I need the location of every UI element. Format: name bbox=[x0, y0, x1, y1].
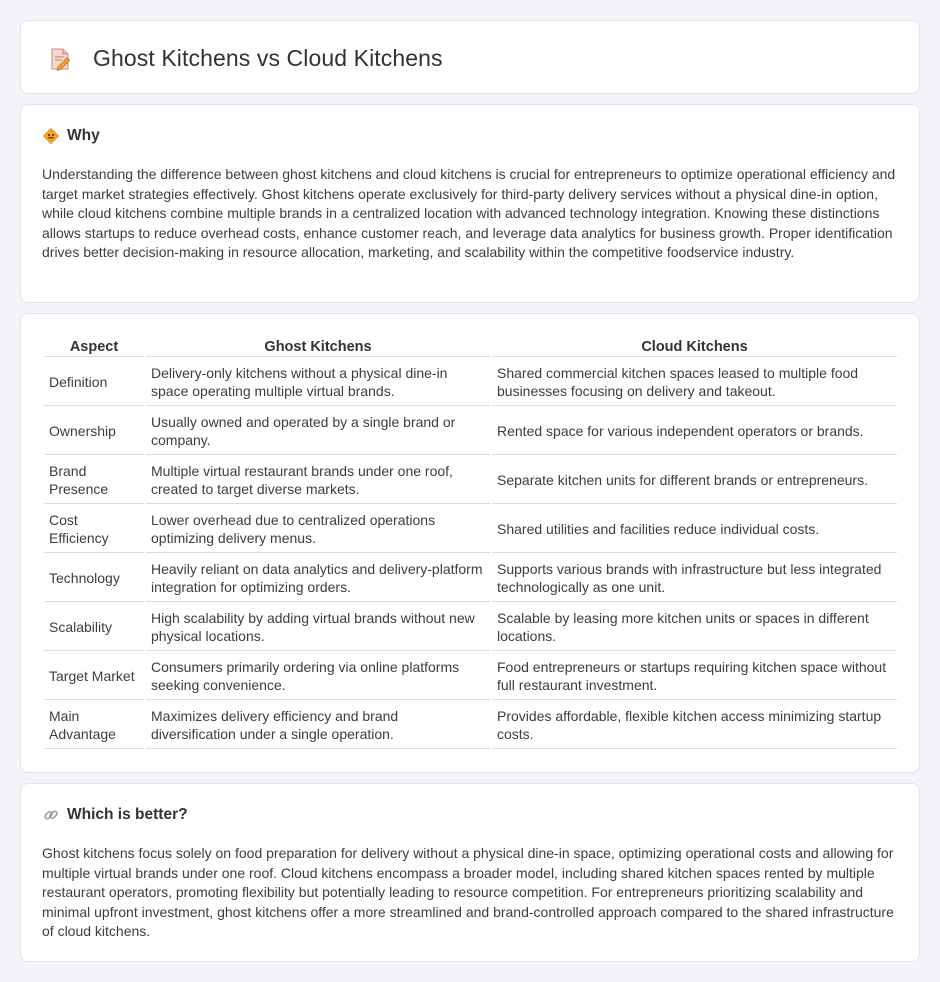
aspect-cell: Main Advantage bbox=[44, 702, 144, 749]
cloud-cell: Supports various brands with infrastructure but less integrated technologically as one unit. bbox=[492, 555, 897, 602]
cloud-cell: Shared utilities and facilities reduce individual costs. bbox=[492, 506, 897, 553]
header-ghost-kitchens: Ghost Kitchens bbox=[146, 337, 490, 357]
cloud-cell: Shared commercial kitchen spaces leased to multiple food businesses focusing on delivery and takeout. bbox=[492, 359, 897, 406]
comparison-table-card bbox=[20, 313, 920, 773]
aspect-cell: Ownership bbox=[44, 408, 144, 455]
page-title: Ghost Kitchens vs Cloud Kitchens bbox=[93, 45, 443, 71]
table-row bbox=[44, 457, 897, 504]
ghost-cell: Usually owned and operated by a single brand or company. bbox=[146, 408, 490, 455]
better-title: Which is better? bbox=[67, 806, 188, 823]
ghost-cell: Heavily reliant on data analytics and delivery-platform integration for optimizing orders. bbox=[146, 555, 490, 602]
table-row bbox=[44, 555, 897, 602]
aspect-cell: Definition bbox=[44, 359, 144, 406]
aspect-cell: Technology bbox=[44, 555, 144, 602]
title-card bbox=[20, 20, 920, 94]
cloud-cell: Separate kitchen units for different brands or entrepreneurs. bbox=[492, 457, 897, 504]
cloud-cell: Provides affordable, flexible kitchen access minimizing startup costs. bbox=[492, 702, 897, 749]
aspect-cell: Brand Presence bbox=[44, 457, 144, 504]
why-title: Why bbox=[67, 127, 100, 144]
ghost-cell: Maximizes delivery efficiency and brand diversification under a single operation. bbox=[146, 702, 490, 749]
cloud-cell: Food entrepreneurs or startups requiring kitchen space without full restaurant investment. bbox=[492, 653, 897, 700]
ghost-cell: Multiple virtual restaurant brands under one roof, created to target diverse markets. bbox=[146, 457, 490, 504]
aspect-cell: Scalability bbox=[44, 604, 144, 651]
header-cloud-kitchens: Cloud Kitchens bbox=[492, 337, 897, 357]
table-row bbox=[44, 408, 897, 455]
aspect-cell: Target Market bbox=[44, 653, 144, 700]
comparison-table bbox=[42, 335, 899, 751]
cloud-cell: Rented space for various independent operators or brands. bbox=[492, 408, 897, 455]
table-row bbox=[44, 702, 897, 749]
cloud-cell: Scalable by leasing more kitchen units or spaces in different locations. bbox=[492, 604, 897, 651]
header-aspect: Aspect bbox=[44, 337, 144, 357]
aspect-cell: Cost Efficiency bbox=[44, 506, 144, 553]
better-header bbox=[43, 806, 188, 824]
table-row bbox=[44, 604, 897, 651]
ghost-cell: Delivery-only kitchens without a physical dine-in space operating multiple virtual brands. bbox=[146, 359, 490, 406]
ghost-cell: High scalability by adding virtual brands without new physical locations. bbox=[146, 604, 490, 651]
document-pencil-icon bbox=[47, 46, 73, 72]
which-is-better-section bbox=[20, 783, 920, 962]
table-row bbox=[44, 359, 897, 406]
diamond-sign-icon bbox=[43, 128, 59, 144]
why-text: Understanding the difference between ghost kitchens and cloud kitchens is crucial for entrepreneurs to optimize operational efficiency and target market strategies effectively. Ghost kitchens operate exclusively for third-party delivery services without a physical dine-in option, while cloud kitchens combine multiple brands in a centralized location with advanced technology integration. Knowing these distinctions allows startups to reduce overhead costs, enhance customer reach, and leverage data analytics for business growth. Proper identification drives better decision-making in resource allocation, marketing, and scalability within the competitive foodservice industry. bbox=[42, 166, 896, 260]
link-icon bbox=[43, 807, 59, 823]
table-header-row bbox=[44, 337, 897, 357]
why-section bbox=[20, 104, 920, 303]
title-row bbox=[47, 45, 443, 72]
ghost-cell: Lower overhead due to centralized operations optimizing delivery menus. bbox=[146, 506, 490, 553]
ghost-cell: Consumers primarily ordering via online platforms seeking convenience. bbox=[146, 653, 490, 700]
better-text: Ghost kitchens focus solely on food preparation for delivery without a physical dine-in space, optimizing operational costs and allowing for multiple virtual brands under one roof. Cloud kitchens encompass a broader model, including shared kitchen spaces rented by multiple restaurant operators, promoting flexibility but potentially leading to resource competition. For entrepreneurs prioritizing scalability and minimal upfront investment, ghost kitchens offer a more streamlined and brand-controlled approach compared to the shared infrastructure of cloud kitchens. bbox=[42, 845, 894, 939]
why-header bbox=[43, 127, 100, 145]
table-row bbox=[44, 653, 897, 700]
table-row bbox=[44, 506, 897, 553]
